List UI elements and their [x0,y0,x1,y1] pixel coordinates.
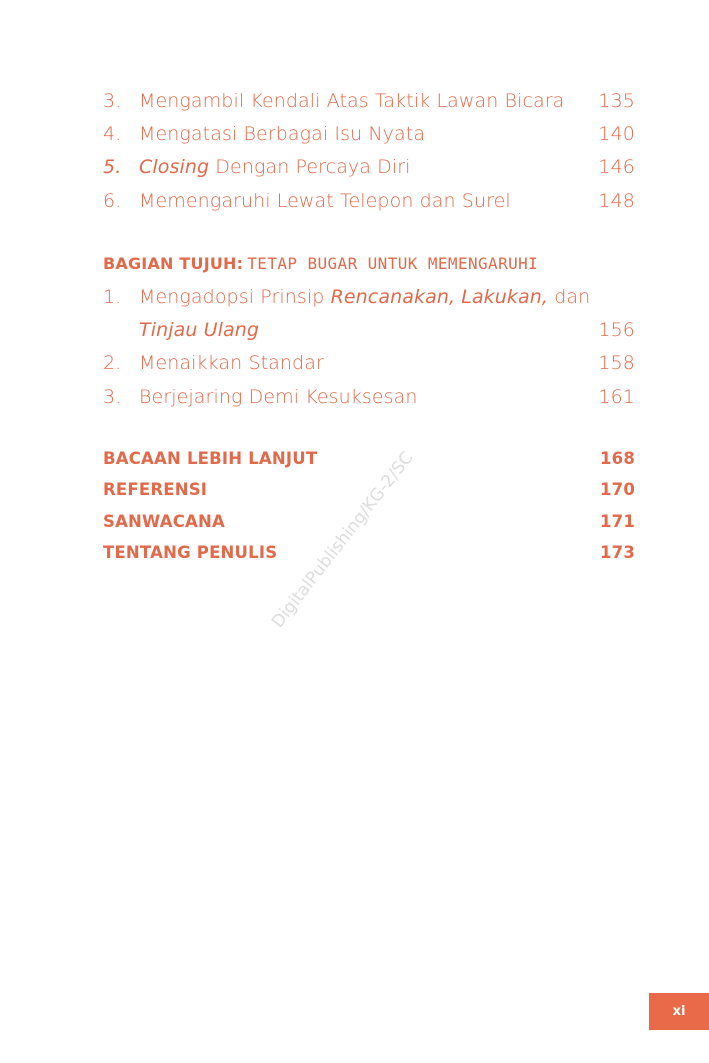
entry-page: 140 [598,123,635,145]
back-matter-entry [103,540,635,566]
page-number-tab: xi [649,993,709,1030]
section-heading-lead: BAGIAN TUJUH: [103,254,244,273]
entry-number: 6. [103,190,122,212]
toc-entry [103,186,635,216]
entry-title-text: Mengambil Kendali Atas Taktik Lawan Bicara [139,90,565,112]
back-matter-page: 173 [599,543,635,562]
back-matter-label: TENTANG PENULIS [103,543,278,562]
back-matter-label: REFERENSI [103,480,208,499]
entry-title [139,282,590,312]
toc-entry [103,382,635,412]
toc-entry [103,348,635,378]
back-matter-label: SANWACANA [103,512,225,531]
entry-title: Berjejaring Demi Kesuksesan [139,386,418,408]
entry-title-text: Memengaruhi Lewat Telepon dan Surel [139,190,511,212]
entry-title-text: Mengatasi Berbagai Isu Nyata [139,123,426,145]
entry-title [139,119,425,149]
back-matter-page: 171 [599,512,635,531]
entry-title-text: Mengadopsi Prinsip [139,286,331,308]
entry-title-italic: Tinjau Ulang [139,319,260,341]
back-matter-label: BACAAN LEBIH LANJUT [103,449,318,468]
entry-number: 5. [103,156,122,178]
watermark: DigitalPublishing/KG-2/SC [267,448,418,632]
entry-title-text: Dengan Percaya Diri [209,156,411,178]
toc-entry [103,282,635,312]
entry-page: 148 [598,190,635,212]
entry-page: 158 [598,352,635,374]
entry-title [139,186,511,216]
entry-page: 161 [598,386,635,408]
entry-number: 1. [103,286,122,308]
entry-title-italic: Rencanakan, Lakukan, [330,286,549,308]
entry-page: 135 [598,90,635,112]
toc-entry [103,119,635,149]
entry-number: 4. [103,123,122,145]
section-heading-title: TETAP BUGAR UNTUK MEMENGARUHI [247,254,539,273]
toc-entry [103,86,635,116]
entry-page: 156 [598,319,635,341]
back-matter-entry [103,446,635,472]
entry-title [139,152,411,182]
entry-number: 2. [103,352,122,374]
back-matter-page: 168 [599,449,635,468]
entry-number: 3. [103,386,122,408]
toc-entry [103,152,635,182]
entry-title-text: dan [548,286,591,308]
section-heading [103,250,538,278]
entry-title [139,86,564,116]
toc-entry-continuation [103,315,635,345]
entry-number: 3. [103,90,122,112]
entry-title: Menaikkan Standar [139,352,324,374]
entry-title-italic: Closing [139,156,210,178]
entry-page: 146 [598,156,635,178]
back-matter-page: 170 [599,480,635,499]
